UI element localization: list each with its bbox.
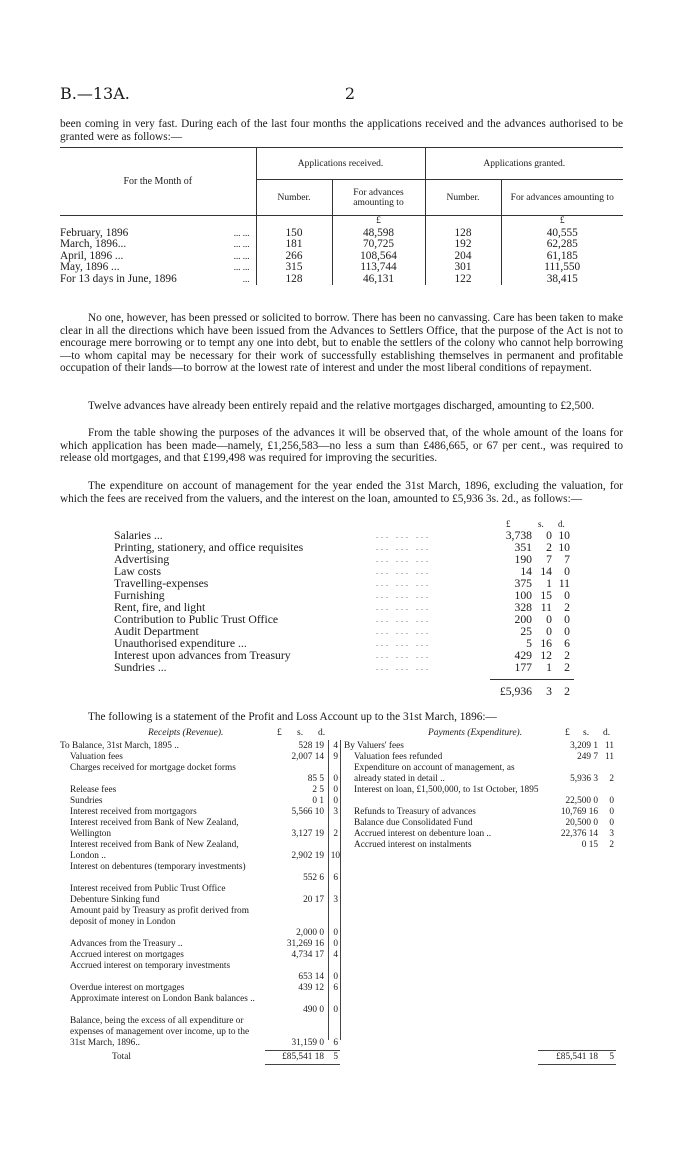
received-amount-cell: 70,725 xyxy=(332,239,425,251)
applications-table xyxy=(60,147,623,285)
expenditure-pounds: 190 xyxy=(514,553,532,566)
month-cell: March, 1896... xyxy=(60,238,127,250)
table-row xyxy=(60,274,623,286)
payment-item: Refunds to Treasury of advances xyxy=(354,807,476,817)
expenditure-pence: 0 xyxy=(564,613,570,626)
expenditure-pence: 2 xyxy=(564,661,570,674)
receipt-pence: 0 xyxy=(333,1005,338,1015)
expenditure-row: Travelling-expenses ... ... ... 375 1 11 xyxy=(114,577,570,590)
leader-dots: ... ... xyxy=(233,239,250,249)
expenditure-shillings: 0 xyxy=(546,625,552,638)
expenditure-row: Sundries ... ... ... ... 177 1 2 xyxy=(114,661,570,674)
leader-dots: ... ... xyxy=(233,227,250,238)
payment-item: Valuation fees refunded xyxy=(354,752,443,762)
granted-number-cell: 128 xyxy=(425,228,501,240)
payment-pence: 3 xyxy=(609,829,614,839)
expenditure-label: Sundries ... xyxy=(114,661,167,674)
payment-pence: 0 xyxy=(609,796,614,806)
granted-number-header: Number. xyxy=(425,180,501,216)
granted-amount-cell: 62,285 xyxy=(546,238,578,250)
received-group-header: Applications received. xyxy=(256,148,425,180)
receipt-item: To Balance, 31st March, 1895 .. xyxy=(60,741,179,751)
granted-amount-cell: 111,550 xyxy=(544,261,581,273)
expenditure-shillings: 1 xyxy=(546,577,552,590)
expenditure-row: Unauthorised expenditure ... ... ... ... 5 16 6 xyxy=(114,637,570,650)
payment-amount: 22,376 14 xyxy=(560,829,598,839)
received-amount-cell: 113,744 xyxy=(332,262,425,274)
payment-amount: 0 15 xyxy=(581,840,598,850)
receipt-pence: 3 xyxy=(333,807,338,817)
month-cell: April, 1896 ... xyxy=(60,249,124,262)
payment-pence: 0 xyxy=(609,807,614,817)
received-amount-header: For advances amounting to xyxy=(332,180,425,216)
payment-amount: 22,500 0 xyxy=(565,796,598,806)
paragraph-purposes: From the table showing the purposes of the advances it will be observed that, of the whole amount of the loans for which application has been made—namely, £1,256,583—no less a sum than £486,665, or 67 per cent., was required to release old mortgages, and that £199,498 was required for improving the securities. xyxy=(60,427,623,465)
receipt-amount: 85 5 xyxy=(307,774,324,784)
expenditure-row: Furnishing ... ... ... 100 15 0 xyxy=(114,589,570,602)
receipt-item: Interest received from Public Trust Office Debenture Sinking fund xyxy=(70,884,226,905)
receipt-pence: 10 xyxy=(330,851,340,861)
pence-header: d. xyxy=(558,519,565,529)
received-number-header: Number. xyxy=(256,180,332,216)
receipt-amount: 31,269 16 xyxy=(286,939,324,949)
payments-total-pence: 5 xyxy=(609,1052,614,1062)
receipt-item: Charges received for mortgage docket forms xyxy=(70,763,236,773)
receipt-pence: 0 xyxy=(333,928,338,938)
payments-lsd-s: s. xyxy=(583,728,590,738)
table-row xyxy=(60,228,623,240)
granted-amount-header: For advances amounting to xyxy=(501,180,623,216)
granted-amount-cell: 38,415 xyxy=(546,272,578,285)
receipt-amount: 439 12 xyxy=(298,983,324,993)
expenditure-total-pence: 2 xyxy=(564,685,570,698)
receipts-total-pence: 5 xyxy=(333,1052,338,1062)
expenditure-shillings: 15 xyxy=(540,589,552,602)
expenditure-row: Salaries ... ... ... ... 3,738 0 10 xyxy=(114,529,570,542)
receipt-item: Valuation fees xyxy=(70,752,123,762)
receipts-double-rule xyxy=(265,1064,340,1065)
expenditure-row: Advertising ... ... ... 190 7 7 xyxy=(114,553,570,566)
expenditure-row: Law costs ... ... ... 14 14 0 xyxy=(114,565,570,578)
expenditure-label: Salaries ... xyxy=(114,529,163,542)
granted-group-header: Applications granted. xyxy=(425,148,623,180)
month-cell: February, 1896 xyxy=(60,226,129,239)
receipt-item: Interest received from Bank of New Zealand, Wellington xyxy=(70,818,239,839)
expenditure-shillings: 16 xyxy=(540,637,552,650)
expenditure-pounds: 100 xyxy=(514,589,532,602)
expenditure-pounds: 351 xyxy=(514,541,532,554)
receipts-header: Receipts (Revenue). xyxy=(148,728,224,738)
leader-dots: ... ... xyxy=(233,262,250,272)
payment-pence: 11 xyxy=(605,752,614,762)
receipt-item: Sundries xyxy=(70,796,103,806)
expenditure-shillings: 0 xyxy=(546,613,552,626)
receipt-item: Amount paid by Treasury as profit derived from deposit of money in London xyxy=(70,906,249,927)
payments-total-amount: £85,541 18 xyxy=(556,1052,598,1062)
receipt-amount: 528 19 xyxy=(298,741,324,751)
payments-lsd-d: d. xyxy=(603,728,611,738)
receipts-total-label: Total xyxy=(112,1052,131,1062)
shilling-header: s. xyxy=(538,519,544,529)
pound-header: £ xyxy=(506,519,511,529)
expenditure-pence: 6 xyxy=(564,637,570,650)
expenditure-shillings: 12 xyxy=(540,649,552,662)
receipt-amount: 5,566 10 xyxy=(291,807,324,817)
table-row xyxy=(60,251,623,263)
paragraph-no-canvassing: No one, however, has been pressed or solicited to borrow. There has been no canvassing. Care has been taken to make clear in all the directions which have been issued from the Advances to Settlers Office, that the purpose of the Act is not to encourage mere borrowing or to tempt any one into debt, but to enable the settlers of the colony who cannot help borrowing—to whom capital may be necessary for their work of successfully establishing themselves in permanent and profitable occupation of their lands—to borrow at the lowest rate of interest and under the most liberal conditions of repayment. xyxy=(60,312,623,375)
received-number-cell: 266 xyxy=(256,251,332,263)
granted-amount-cell: 40,555 xyxy=(546,226,578,239)
received-number-cell: 315 xyxy=(256,262,332,274)
expenditure-label: Rent, fire, and light xyxy=(114,601,206,614)
granted-number-cell: 122 xyxy=(425,274,501,286)
expenditure-pence: 11 xyxy=(558,577,570,590)
total-rule xyxy=(490,679,574,680)
payments-lsd-l: £ xyxy=(565,728,570,738)
payment-item: Balance due Consolidated Fund xyxy=(354,818,473,828)
payment-pence: 0 xyxy=(609,818,614,828)
expenditure-shillings: 14 xyxy=(540,565,552,578)
receipt-amount: 2 5 xyxy=(312,785,324,795)
expenditure-row: Contribution to Public Trust Office ... ... ... 200 0 0 xyxy=(114,613,570,626)
receipt-item: Interest received from Bank of New Zealand, London .. xyxy=(70,840,239,861)
received-amount-cell: 108,564 xyxy=(332,251,425,263)
expenditure-pounds: 3,738 xyxy=(505,529,532,542)
expenditure-label: Travelling-expenses xyxy=(114,577,209,590)
expenditure-shillings: 0 xyxy=(546,529,552,542)
expenditure-label: Advertising xyxy=(114,553,170,566)
receipt-item: Balance, being the excess of all expenditure or expenses of management over income, up to the 31st March, 1896.. xyxy=(70,1016,250,1048)
expenditure-total-pounds: £5,936 xyxy=(499,685,532,698)
expenditure-pounds: 429 xyxy=(514,649,532,662)
document-reference: B.—13A. xyxy=(60,84,130,103)
granted-number-cell: 301 xyxy=(425,262,501,274)
granted-number-cell: 192 xyxy=(425,239,501,251)
receipt-item: Approximate interest on London Bank balances .. xyxy=(70,994,255,1004)
payment-item: Expenditure on account of management, as already stated in detail .. xyxy=(354,763,515,784)
payments-total-rule xyxy=(538,1050,616,1051)
payment-amount: 20,500 0 xyxy=(565,818,598,828)
expenditure-pounds: 177 xyxy=(514,661,532,674)
receipt-pence: 4 xyxy=(333,741,338,751)
expenditure-pounds: 200 xyxy=(514,613,532,626)
payment-item: By Valuers' fees xyxy=(344,741,404,751)
expenditure-row: Printing, stationery, and office requisites ... ... ... 351 2 10 xyxy=(114,541,570,554)
receipts-lsd-s: s. xyxy=(297,728,304,738)
receipt-pence: 9 xyxy=(333,752,338,762)
receipt-amount: 20 17 xyxy=(303,895,324,905)
receipt-amount: 490 0 xyxy=(303,1005,324,1015)
payment-amount: 3,209 1 xyxy=(570,741,598,751)
receipt-amount: 2,902 19 xyxy=(291,851,324,861)
expenditure-total-row xyxy=(114,686,574,698)
expenditure-label: Law costs xyxy=(114,565,162,578)
expenditure-label: Audit Department xyxy=(114,625,199,638)
paragraph-expenditure: The expenditure on account of management for the year ended the 31st March, 1896, excluding the valuation, for which the fees are received from the valuers, and the interest on the loan, amounted to £5,936 3s. 2d., as follows:— xyxy=(60,480,623,505)
receipts-lsd-l: £ xyxy=(277,728,282,738)
expenditure-pounds: 5 xyxy=(526,637,532,650)
receipt-pence: 3 xyxy=(333,895,338,905)
expenditure-pence: 0 xyxy=(564,625,570,638)
receipt-pence: 0 xyxy=(333,972,338,982)
received-currency-symbol: £ xyxy=(332,216,425,228)
receipts-total-amount: £85,541 18 xyxy=(282,1052,324,1062)
receipt-item: Advances from the Treasury .. xyxy=(70,939,183,949)
payment-amount: 10,769 16 xyxy=(560,807,598,817)
payment-item: Interest on loan, £1,500,000, to 1st October, 1895 xyxy=(354,785,539,795)
receipt-item: Accrued interest on temporary investments xyxy=(70,961,231,971)
receipt-amount: 552 6 xyxy=(303,873,324,883)
expenditure-label: Contribution to Public Trust Office xyxy=(114,613,279,626)
receipt-pence: 0 xyxy=(333,939,338,949)
receipt-pence: 6 xyxy=(333,983,338,993)
expenditure-pence: 0 xyxy=(564,565,570,578)
payment-amount: 249 7 xyxy=(577,752,598,762)
expenditure-row: Rent, fire, and light ... ... ... 328 11 2 xyxy=(114,601,570,614)
receipt-pence: 0 xyxy=(333,774,338,784)
receipt-amount: 653 14 xyxy=(298,972,324,982)
expenditure-label: Printing, stationery, and office requisites xyxy=(114,541,304,554)
payment-item: Accrued interest on debenture loan .. xyxy=(354,829,492,839)
payment-item: Accrued interest on instalments xyxy=(354,840,472,850)
expenditure-pence: 10 xyxy=(558,529,570,542)
month-column-header: For the Month of xyxy=(60,148,256,216)
month-cell: For 13 days in June, 1896 xyxy=(60,272,177,285)
receipt-item: Accrued interest on mortgages xyxy=(70,950,184,960)
expenditure-label: Unauthorised expenditure ... xyxy=(114,637,247,650)
received-number-cell: 181 xyxy=(256,239,332,251)
received-amount-cell: 48,598 xyxy=(332,228,425,240)
received-amount-cell: 46,131 xyxy=(332,274,425,286)
payment-pence: 2 xyxy=(609,840,614,850)
expenditure-pounds: 25 xyxy=(520,625,532,638)
payment-amount: 5,936 3 xyxy=(570,774,598,784)
expenditure-pence: 10 xyxy=(558,541,570,554)
expenditure-shillings: 1 xyxy=(546,661,552,674)
expenditure-row: Interest upon advances from Treasury ... ... ... 429 12 2 xyxy=(114,649,570,662)
expenditure-pence: 2 xyxy=(564,601,570,614)
receipt-pence: 2 xyxy=(333,829,338,839)
expenditure-pence: 2 xyxy=(564,649,570,662)
receipt-amount: 2,007 14 xyxy=(291,752,324,762)
receipt-amount: 31,159 0 xyxy=(291,1038,324,1048)
granted-amount-cell: 61,185 xyxy=(546,249,578,262)
receipts-total-rule xyxy=(265,1050,340,1051)
expenditure-shillings: 11 xyxy=(540,601,552,614)
table-row xyxy=(60,239,623,251)
paragraph-profit-loss: The following is a statement of the Profit and Loss Account up to the 31st March, 1896:— xyxy=(88,711,497,723)
expenditure-row: Audit Department ... ... ... 25 0 0 xyxy=(114,625,570,638)
expenditure-pounds: 375 xyxy=(514,577,532,590)
expenditure-shillings: 7 xyxy=(546,553,552,566)
leader-dots: ... xyxy=(242,273,250,284)
payment-pence: 11 xyxy=(605,741,614,751)
expenditure-pence: 7 xyxy=(564,553,570,566)
page-header xyxy=(60,84,640,108)
payment-pence: 2 xyxy=(609,774,614,784)
receipt-amount: 0 1 xyxy=(312,796,324,806)
month-cell: May, 1896 ... xyxy=(60,261,120,273)
receipt-item: Interest on debentures (temporary investments) xyxy=(70,862,246,872)
receipt-item: Overdue interest on mortgages xyxy=(70,983,185,993)
page-number: 2 xyxy=(344,84,356,103)
receipt-pence: 6 xyxy=(333,873,338,883)
receipt-item: Release fees xyxy=(70,785,117,795)
receipt-amount: 2,000 0 xyxy=(296,928,324,938)
expenditure-pounds: 328 xyxy=(514,601,532,614)
paragraph-repaid: Twelve advances have already been entirely repaid and the relative mortgages discharged, amounting to £2,500. xyxy=(88,400,595,412)
granted-number-cell: 204 xyxy=(425,251,501,263)
expenditure-shillings: 2 xyxy=(546,541,552,554)
receipt-pence: 0 xyxy=(333,796,338,806)
receipt-pence: 6 xyxy=(333,1038,338,1048)
expenditure-label: Furnishing xyxy=(114,589,165,602)
payments-header: Payments (Expenditure). xyxy=(428,728,523,738)
received-number-cell: 128 xyxy=(256,274,332,286)
granted-currency-symbol: £ xyxy=(559,216,565,226)
receipts-lsd-d: d. xyxy=(318,728,326,738)
expenditure-pounds: 14 xyxy=(520,565,532,578)
receipt-amount: 3,127 19 xyxy=(291,829,324,839)
receipt-amount: 4,734 17 xyxy=(291,950,324,960)
receipt-pence: 0 xyxy=(333,785,338,795)
applications-rows xyxy=(60,228,623,286)
paragraph-intro: been coming in very fast. During each of the last four months the applications received and the advances authorised to be granted were as follows:— xyxy=(60,118,623,143)
receipt-pence: 4 xyxy=(333,950,338,960)
received-number-cell: 150 xyxy=(256,228,332,240)
leader-dots: ... ... xyxy=(233,250,250,261)
receipt-item: Interest received from mortgagors xyxy=(70,807,197,817)
expenditure-pence: 0 xyxy=(564,589,570,602)
expenditure-label: Interest upon advances from Treasury xyxy=(114,649,291,662)
expenditure-total-shillings: 3 xyxy=(546,685,552,698)
payments-double-rule xyxy=(538,1064,616,1065)
